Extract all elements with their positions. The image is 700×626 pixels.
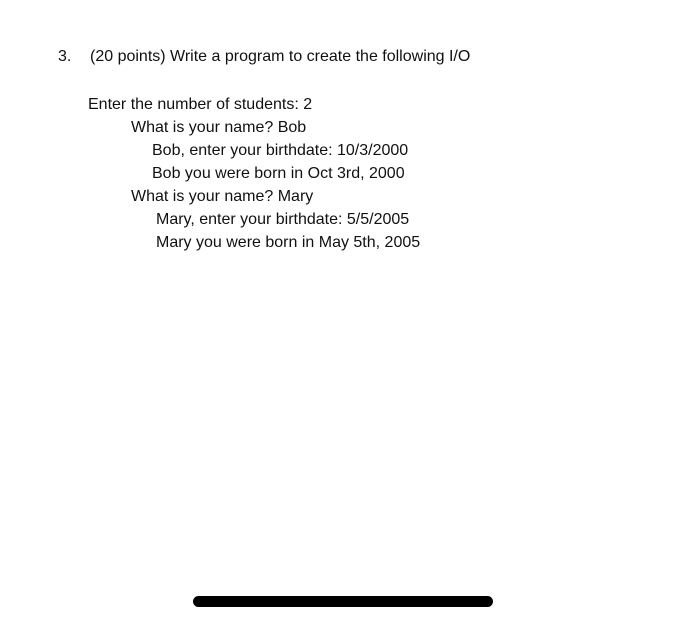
io-line-born-bob: Bob you were born in Oct 3rd, 2000 (152, 165, 405, 182)
io-line-name-prompt-mary: What is your name? Mary (131, 188, 314, 205)
io-line-name-prompt-bob: What is your name? Bob (131, 119, 307, 136)
question-number: 3. (58, 48, 72, 65)
home-indicator-bar[interactable] (193, 596, 493, 607)
question-text: (20 points) Write a program to create the following I/O (90, 48, 471, 65)
io-line-born-mary: Mary you were born in May 5th, 2005 (156, 234, 421, 251)
io-line-birthdate-prompt-mary: Mary, enter your birthdate: 5/5/2005 (156, 211, 410, 228)
io-line-birthdate-prompt-bob: Bob, enter your birthdate: 10/3/2000 (152, 142, 409, 159)
io-line-enter-students: Enter the number of students: 2 (88, 96, 313, 113)
